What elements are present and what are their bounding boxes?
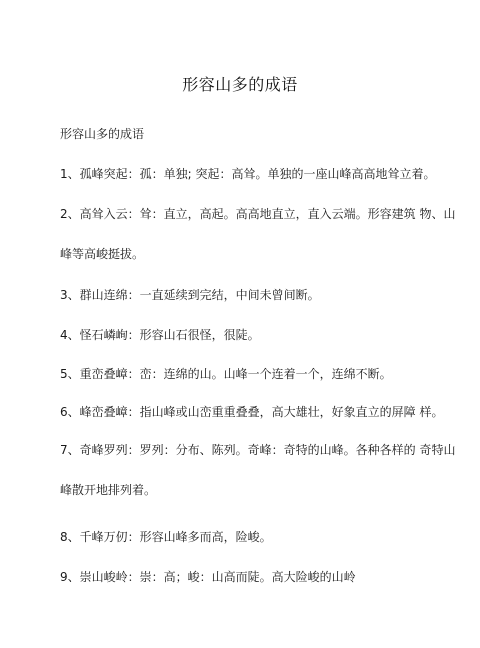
idiom-item-8: [60, 529, 440, 545]
idiom-text: 2、高耸入云：耸：直立，高起。高高地直立，直入云端。形容建筑 物、山: [60, 207, 456, 221]
idiom-text: 7、奇峰罗列：罗列：分布、陈列。奇峰：奇特的山峰。各种各样的 奇特山: [60, 443, 456, 457]
idiom-item-3: [60, 287, 440, 303]
idiom-text: 5、重峦叠嶂：峦：连绵的山。山峰一个连着一个，连绵不断。: [60, 367, 392, 381]
idiom-text: 6、峰峦叠嶂：指山峰或山峦重重叠叠，高大雄壮，好象直立的屏障 样。: [60, 405, 444, 419]
idiom-text: 4、怪石嶙峋：形容山石很怪，很陡。: [60, 328, 260, 342]
idiom-item-9: [60, 569, 440, 585]
idiom-item-5: [60, 366, 440, 382]
idiom-item-4: [60, 327, 440, 343]
idiom-item-6: [60, 404, 444, 420]
idiom-text: 3、群山连绵：一直延续到完结，中间未曾间断。: [60, 288, 320, 302]
idiom-item-2: [60, 206, 456, 262]
document-subtitle: 形容山多的成语: [60, 127, 145, 141]
idiom-text-continued: 峰等高峻挺拔。: [60, 247, 145, 261]
idiom-text: 8、千峰万仞：形容山峰多而高，险峻。: [60, 530, 272, 544]
idiom-item-7: [60, 442, 456, 498]
idiom-text: 9、崇山峻岭：崇：高；峻：山高而陡。高大险峻的山岭: [60, 570, 356, 584]
idiom-text: 1、孤峰突起：孤：单独; 突起：高耸。单独的一座山峰高高地耸立着。: [60, 167, 436, 181]
idiom-text-continued: 峰散开地排列着。: [60, 483, 157, 497]
idiom-item-1: [60, 166, 440, 182]
document-title: 形容山多的成语: [182, 75, 298, 94]
